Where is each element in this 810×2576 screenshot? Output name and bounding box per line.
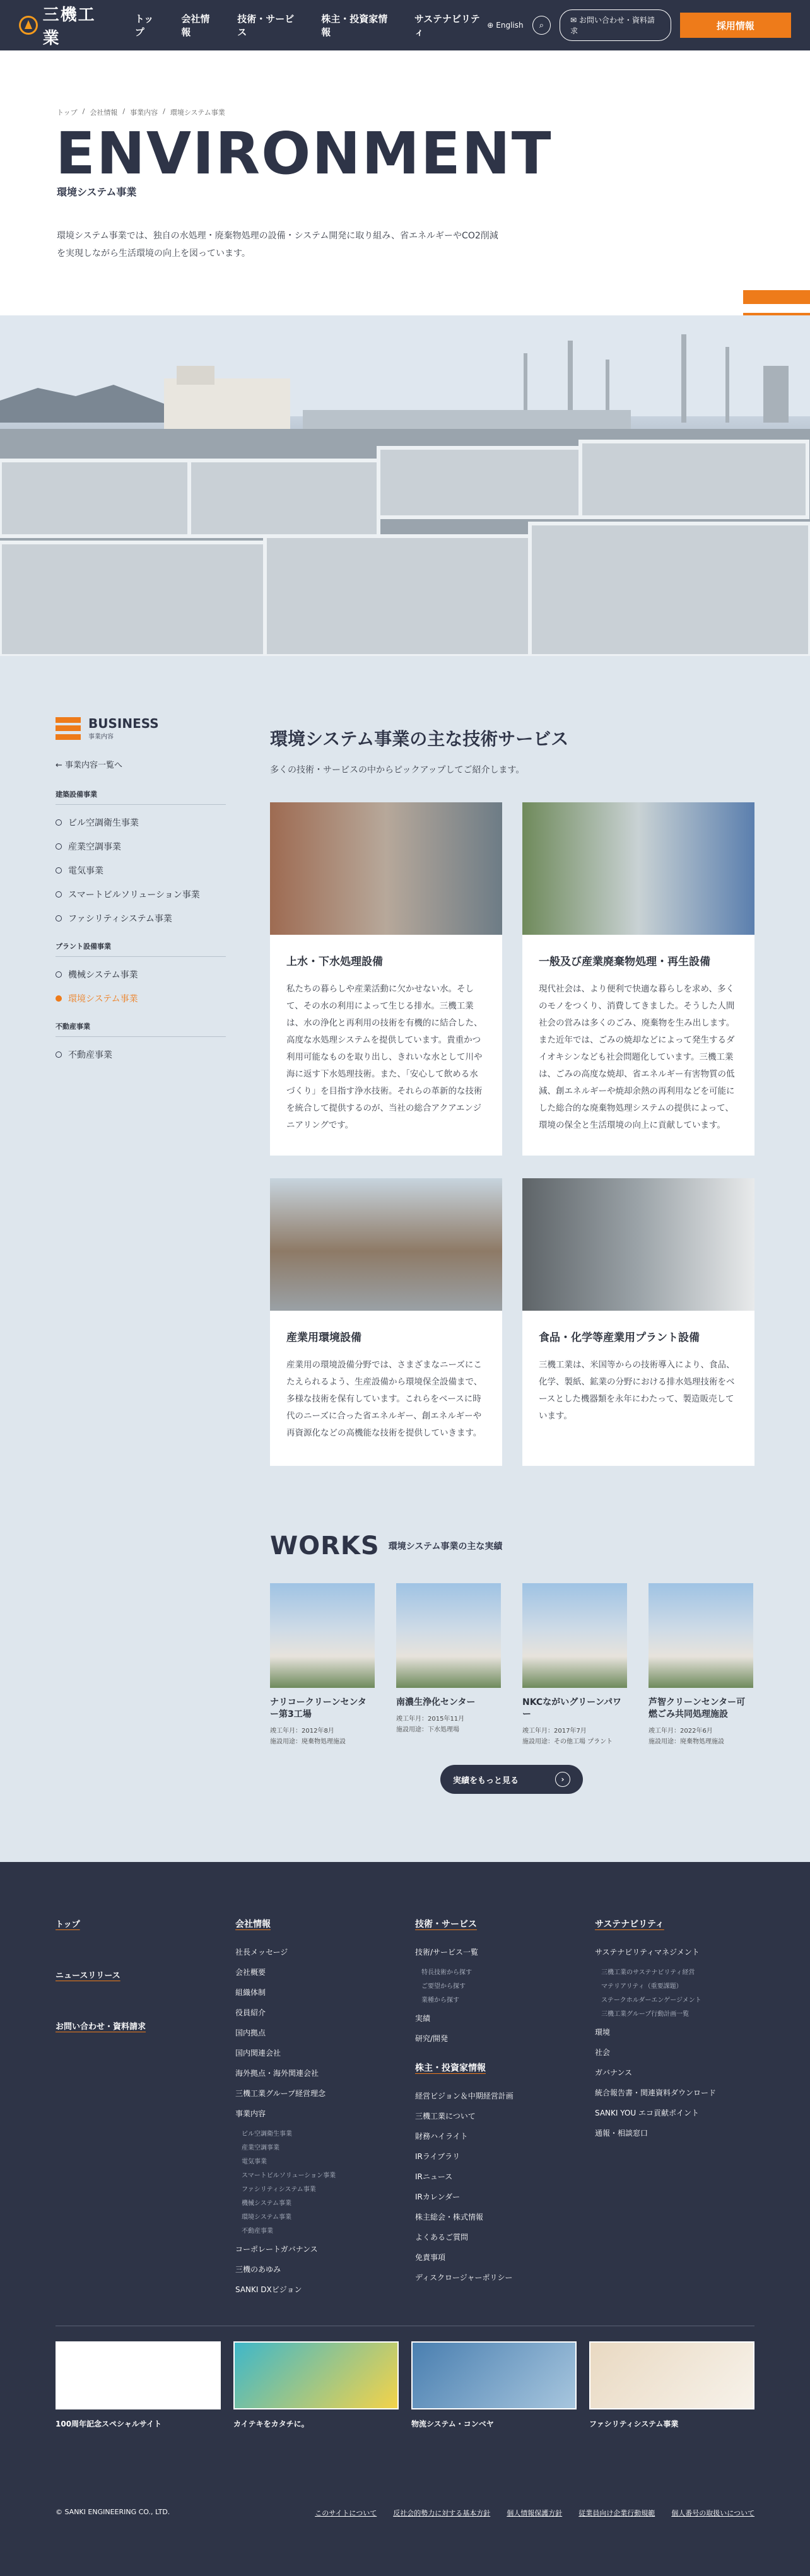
breadcrumb	[57, 107, 225, 117]
footer-sublink[interactable]: 電気事業	[242, 2158, 267, 2165]
work-image	[522, 1583, 627, 1688]
footer-sublink[interactable]: 三機工業グループ行動計画一覧	[601, 2011, 690, 2018]
service-card-text: 現代社会は、より便利で快適な暮らしを求め、多くのモノをつくり、消費してきました。そうした人間社会の営みは多くのごみ、廃棄物を生み出します。また近年では、ごみの焼却などによって発生するダイオキシンなども社会問題化しています。三機工業は、ごみの高度な焼却、省エネルギー有害物質の低減、創エネルギーや焼却余熱の再利用などを可能にした総合的な廃棄物処理システムの提供によって、環境の保全と生活環境の向上に貢献しています。	[539, 984, 735, 1130]
sidebar-item-label: 産業空調事業	[68, 842, 121, 852]
footer-col-tech	[415, 1917, 514, 2292]
service-card[interactable]	[270, 1178, 502, 1466]
work-name: 芦智クリーンセンター可燃ごみ共同処理施設	[649, 1697, 746, 1719]
work-date: 竣工年月：2015年11月	[396, 1716, 465, 1723]
sidebar-item-label: ファシリティシステム事業	[68, 914, 172, 924]
footer-link[interactable]: 技術/サービス一覧	[415, 1948, 479, 1957]
footer-sublink[interactable]: 不動産事業	[242, 2228, 273, 2235]
footer-link[interactable]: 財務ハイライト	[415, 2132, 468, 2141]
mail-icon: ✉	[570, 16, 579, 25]
footer-link[interactable]: 組織体制	[235, 1988, 266, 1997]
banner-label: 100周年記念スペシャルサイト	[56, 2420, 161, 2428]
work-image	[649, 1583, 753, 1688]
footer-link[interactable]: 研究/開発	[415, 2034, 449, 2043]
banner-facility[interactable]	[589, 2341, 754, 2429]
banner-image	[589, 2341, 754, 2409]
works-title: WORKS	[270, 1531, 380, 1560]
sidebar-item-building-hvac[interactable]	[56, 810, 226, 834]
work-item[interactable]	[270, 1583, 375, 1747]
footer-link[interactable]: 役員紹介	[235, 2008, 266, 2017]
sidebar-item-label: 環境システム事業	[68, 994, 138, 1004]
services-lead: 多くの技術・サービスの中からピックアップしてご紹介します。	[270, 765, 525, 775]
footer-link[interactable]: 三機のあゆみ	[235, 2265, 281, 2274]
site-logo[interactable]	[19, 2, 112, 49]
business-sidebar	[56, 716, 226, 1066]
footer-sublink[interactable]: 機械システム事業	[242, 2200, 291, 2207]
global-nav	[135, 12, 488, 38]
sidebar-item-electric[interactable]	[56, 858, 226, 882]
footer-link[interactable]: 事業内容	[235, 2109, 266, 2118]
works-heading	[270, 1531, 502, 1560]
footer-legal-link[interactable]: 従業員向け企業行動規範	[578, 2509, 655, 2517]
search-icon: ⌕	[539, 20, 544, 30]
footer-link[interactable]: IRライブラリ	[415, 2152, 461, 2161]
nav-tech[interactable]: 技術・サービス	[237, 13, 295, 38]
footer-link[interactable]: よくあるご質問	[415, 2233, 469, 2242]
footer-link[interactable]: 実績	[415, 2014, 431, 2023]
sidebar-item-smart-building[interactable]	[56, 882, 226, 906]
service-card[interactable]	[522, 802, 754, 1156]
work-item[interactable]	[396, 1583, 501, 1735]
services-title: 環境システム事業の主な技術サービス	[270, 729, 569, 749]
footer-link[interactable]: IRカレンダー	[415, 2193, 461, 2201]
breadcrumb-current: 環境システム事業	[170, 108, 225, 117]
sidebar-item-mechanical[interactable]	[56, 962, 226, 986]
banner-image	[233, 2341, 399, 2409]
banner-100th[interactable]	[56, 2341, 221, 2429]
footer-legal-links	[315, 2508, 754, 2518]
work-date: 竣工年月：2012年8月	[270, 1728, 334, 1735]
footer-link[interactable]: SANKI DXビジョン	[235, 2285, 302, 2294]
work-date: 竣工年月：2022年6月	[649, 1728, 713, 1735]
footer-sublink[interactable]: スマートビルソリューション事業	[242, 2172, 336, 2179]
page-subtitle: 環境システム事業	[57, 186, 137, 198]
footer-sublink[interactable]: 産業空調事業	[242, 2145, 279, 2152]
breadcrumb-top[interactable]: トップ	[57, 108, 78, 117]
sidebar-item-label: ビル空調衛生事業	[68, 818, 139, 828]
work-name: ナリコークリーンセンター第3工場	[270, 1697, 367, 1719]
footer-link[interactable]: ガバナンス	[595, 2068, 633, 2077]
sidebar-item-environment[interactable]	[56, 986, 226, 1010]
language-label: English	[496, 21, 524, 30]
more-works-button[interactable]	[440, 1765, 583, 1794]
sidebar-title	[88, 716, 159, 741]
sidebar-group-realestate: 不動産事業	[56, 1021, 226, 1037]
arrow-left-icon: ←	[56, 761, 66, 770]
hero-image	[0, 315, 810, 656]
bullet-icon	[56, 1051, 62, 1058]
sidebar-title-ja: 事業内容	[88, 734, 114, 741]
sidebar-title-en: BUSINESS	[88, 716, 159, 731]
breadcrumb-sep: /	[122, 107, 126, 115]
work-date: 竣工年月：2017年7月	[522, 1728, 587, 1735]
footer-sublink[interactable]: ファシリティシステム事業	[242, 2186, 316, 2193]
page-title: ENVIRONMENT	[56, 120, 553, 187]
service-card-text: 三機工業は、米国等からの技術導入により、食品、化学、製紙、鉱業の分野における排水処理技術をベースとした機器類を永年にわたって、製造販売しています。	[539, 1360, 735, 1421]
nav-top[interactable]: トップ	[134, 13, 154, 38]
service-card-text: 私たちの暮らしや産業活動に欠かせない水。そして、その水の利用によって生じる排水。三機工業は、水の浄化と再利用の技術を有機的に結合した、高度な水処理システムを提供しています。貴重かつ利用可能なものを取り出し、きれいな水として川や海に返す下水処理技術。また、「安心して飲める水づくり」を目指す浄水技術。それらの革新的な技術を統合して提供するのが、当社の総合アクアエンジニアリングです。	[286, 984, 483, 1130]
bullet-icon	[56, 819, 62, 826]
footer-link[interactable]: SANKI YOU エコ貢献ポイント	[595, 2109, 699, 2117]
footer-sublink[interactable]: ご要望から探す	[421, 1983, 466, 1990]
service-card-image	[522, 802, 754, 935]
globe-icon: ⊕	[487, 21, 494, 30]
work-use: 施設用途：廃棄物処理施設	[649, 1738, 724, 1745]
service-card-title: 産業用環境設備	[286, 1332, 361, 1344]
footer-sublink[interactable]: ステークホルダーエンゲージメント	[601, 1997, 701, 2004]
service-card-title: 一般及び産業廃棄物処理・再生設備	[539, 956, 710, 968]
banner-label: ファシリティシステム事業	[589, 2420, 679, 2428]
footer-link[interactable]: 環境	[595, 2028, 611, 2037]
footer-heading-sustainability[interactable]: サステナビリティ	[595, 1919, 664, 1929]
works-subtitle: 環境システム事業の主な実績	[388, 1542, 503, 1552]
work-use: 施設用途：下水処理場	[396, 1726, 459, 1733]
service-card[interactable]	[270, 802, 502, 1156]
footer-sublink[interactable]: ビル空調衛生事業	[242, 2131, 292, 2138]
work-item[interactable]	[649, 1583, 753, 1747]
footer-link[interactable]: 社会	[595, 2048, 611, 2057]
banner-conveyor[interactable]	[411, 2341, 577, 2429]
back-label: 事業内容一覧へ	[65, 761, 123, 770]
breadcrumb-business[interactable]: 事業内容	[130, 108, 158, 117]
site-header	[0, 0, 810, 50]
banner-label: カイテキをカタチに。	[233, 2420, 309, 2428]
nav-sustainability[interactable]: サステナビリティ	[414, 13, 480, 38]
sidebar-group-plant: プラント設備事業	[56, 941, 226, 957]
sidebar-item-realestate[interactable]	[56, 1042, 226, 1066]
sidebar-item-facility[interactable]	[56, 906, 226, 930]
service-card-image	[522, 1178, 754, 1311]
logo-mark-icon	[19, 16, 38, 35]
work-image	[396, 1583, 501, 1688]
search-button[interactable]	[532, 16, 551, 35]
sidebar-item-label: 機械システム事業	[68, 970, 138, 980]
recruit-button[interactable]: 採用情報	[680, 13, 791, 38]
contact-label: お問い合わせ・資料請求	[570, 16, 655, 35]
work-item[interactable]	[522, 1583, 627, 1747]
footer-sublink[interactable]: マテリアリティ（重要課題）	[601, 1983, 683, 1990]
footer-legal-link[interactable]: 個人番号の取扱いについて	[671, 2509, 754, 2517]
footer-sublink[interactable]: 特長技術から探す	[421, 1969, 472, 1976]
bullet-icon	[56, 867, 62, 874]
plant-illustration	[0, 315, 810, 656]
work-name: NKCながいグリーンパワー	[522, 1697, 621, 1719]
language-switch[interactable]	[487, 21, 523, 30]
breadcrumb-company[interactable]: 会社情報	[90, 108, 118, 117]
banner-image	[411, 2341, 577, 2409]
footer-link[interactable]: 海外拠点・海外関連会社	[235, 2069, 319, 2078]
contact-button[interactable]	[560, 9, 671, 41]
footer-link[interactable]: 三機工業グループ経営理念	[235, 2089, 326, 2098]
sidebar-item-industrial-hvac[interactable]	[56, 834, 226, 858]
bullet-icon	[56, 995, 62, 1002]
footer-col-sustainability	[595, 1917, 716, 2148]
footer-link[interactable]: 国内関連会社	[235, 2049, 281, 2058]
sidebar-group-building: 建築設備事業	[56, 789, 226, 805]
footer-left-links	[56, 1917, 146, 2071]
footer-heading-company[interactable]: 会社情報	[235, 1919, 271, 1929]
work-use: 施設用途：廃棄物処理施設	[270, 1738, 346, 1745]
footer-link[interactable]: 統合報告書・関連資料ダウンロード	[595, 2088, 717, 2097]
service-card-title: 食品・化学等産業用プラント設備	[539, 1332, 700, 1344]
footer-legal-link[interactable]: 個人情報保護方針	[507, 2509, 563, 2517]
footer-link[interactable]: IRニュース	[415, 2172, 453, 2181]
footer-link-top[interactable]: トップ	[56, 1920, 80, 1929]
back-to-business-list[interactable]	[56, 758, 226, 770]
footer-sublink[interactable]: 業種から探す	[421, 1997, 459, 2004]
footer-legal-link[interactable]: このサイトについて	[315, 2509, 377, 2517]
page-description: 環境システム事業では、独自の水処理・廃棄物処理の設備・システム開発に取り組み、省エネルギーやCO2削減を実現しながら生活環境の向上を図っています。	[57, 231, 498, 259]
breadcrumb-sep: /	[163, 107, 165, 115]
footer-link[interactable]: サステナビリティマネジメント	[595, 1948, 700, 1957]
service-card-image	[270, 1178, 502, 1311]
site-footer	[0, 1862, 810, 2576]
business-menu-icon	[56, 717, 81, 740]
banner-kaiteki[interactable]	[233, 2341, 399, 2429]
bullet-icon	[56, 891, 62, 898]
footer-link[interactable]: 会社概要	[235, 1968, 266, 1977]
footer-link[interactable]: ディスクロージャーポリシー	[415, 2273, 513, 2282]
sidebar-item-label: 不動産事業	[68, 1050, 112, 1060]
logo-text: 三機工業	[42, 6, 96, 48]
footer-legal-link[interactable]: 反社会的勢力に対する基本方針	[393, 2509, 491, 2517]
service-card-title: 上水・下水処理設備	[286, 956, 383, 968]
footer-link[interactable]: 社長メッセージ	[235, 1948, 288, 1957]
banner-image	[56, 2341, 221, 2409]
copyright: © SANKI ENGINEERING CO., LTD.	[56, 2508, 170, 2516]
footer-link[interactable]: 三機工業について	[415, 2112, 476, 2121]
bullet-icon	[56, 843, 62, 850]
arrow-right-icon: ›	[555, 1772, 570, 1787]
work-name: 南濃生浄化センター	[396, 1697, 476, 1707]
banner-label: 物流システム・コンベヤ	[411, 2420, 494, 2428]
service-card-image	[270, 802, 502, 935]
work-use: 施設用途：その他工場 プラント	[522, 1738, 613, 1745]
breadcrumb-sep: /	[82, 107, 85, 115]
footer-link[interactable]: コーポレートガバナンス	[235, 2245, 318, 2254]
footer-link-contact[interactable]: お問い合わせ・資料請求	[56, 2022, 146, 2032]
footer-col-company	[235, 1917, 336, 2304]
bullet-icon	[56, 971, 62, 978]
work-image	[270, 1583, 375, 1688]
bullet-icon	[56, 915, 62, 922]
footer-sublink[interactable]: 環境システム事業	[242, 2214, 291, 2221]
sidebar-item-label: 電気事業	[68, 866, 103, 876]
service-card[interactable]	[522, 1178, 754, 1466]
footer-link[interactable]: 株主総会・株式情報	[415, 2213, 484, 2222]
service-card-text: 産業用の環境設備分野では、さまざまなニーズにこたえられるよう、生産設備から環境保全設備まで、多様な技術を保有しています。これらをベースに時代のニーズに合った省エネルギー、創エネルギーや再資源化などの高機能な技術を提供していきます。	[286, 1360, 483, 1438]
footer-heading-ir[interactable]: 株主・投資家情報	[415, 2063, 486, 2073]
nav-company[interactable]: 会社情報	[181, 13, 210, 38]
footer-heading-tech[interactable]: 技術・サービス	[415, 1919, 477, 1929]
footer-sublink[interactable]: 三機工業のサステナビリティ経営	[601, 1969, 695, 1976]
footer-link[interactable]: 国内拠点	[235, 2029, 266, 2037]
footer-link[interactable]: 通報・相談窓口	[595, 2129, 649, 2138]
more-works-label: 実績をもっと見る	[453, 1776, 519, 1786]
sidebar-item-label: スマートビルソリューション事業	[68, 890, 200, 900]
footer-link[interactable]: 免責事項	[415, 2253, 446, 2262]
nav-ir[interactable]: 株主・投資家情報	[321, 13, 388, 38]
footer-link[interactable]: 経営ビジョン＆中期経営計画	[415, 2092, 514, 2100]
footer-link-news[interactable]: ニュースリリース	[56, 1971, 120, 1981]
